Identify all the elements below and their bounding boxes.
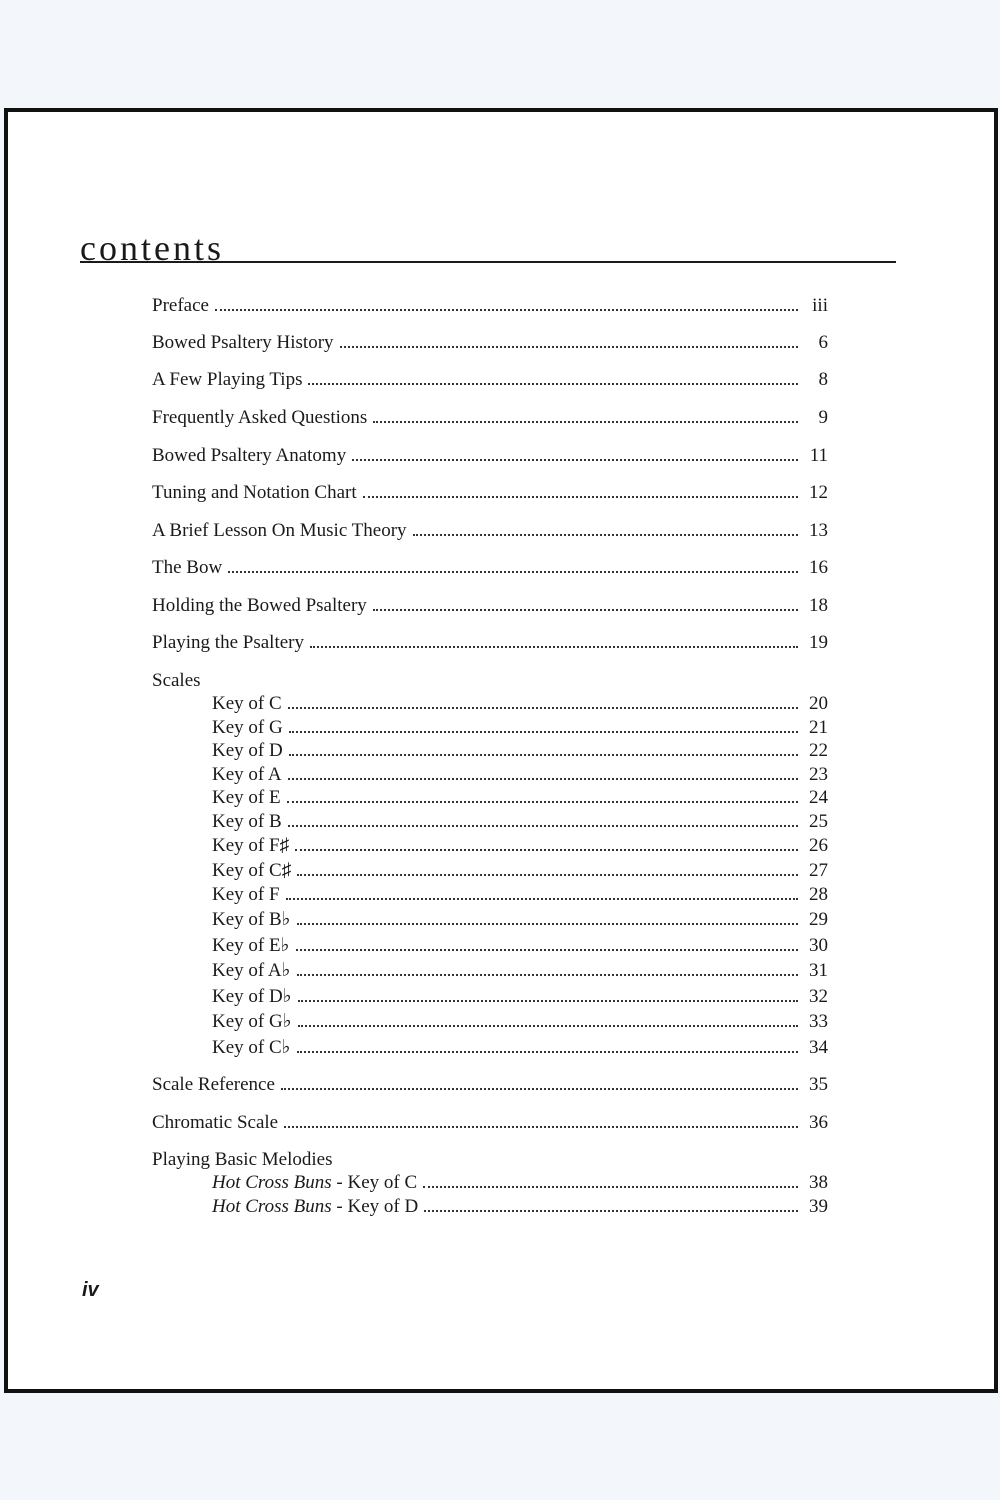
- toc-entry-title: Key of D: [212, 740, 283, 761]
- toc-entry-page: 30: [809, 935, 828, 956]
- dot-leader: [297, 923, 798, 925]
- toc-entry-page: 16: [809, 557, 828, 578]
- song-key: - Key of D: [331, 1196, 419, 1217]
- toc-entry-title: Key of G♭: [212, 1011, 292, 1032]
- toc-entry-title: Key of A: [212, 764, 282, 785]
- song-title: Hot Cross Buns: [212, 1172, 332, 1193]
- toc-entry-title: Chromatic Scale: [152, 1112, 279, 1133]
- toc-subentry: [212, 811, 828, 833]
- song-key: - Key of C: [331, 1172, 418, 1193]
- toc-entry-page: 25: [809, 811, 828, 832]
- dot-leader: [295, 849, 798, 851]
- toc-entry-title: Preface: [152, 295, 209, 316]
- toc-subentry: [212, 1196, 828, 1218]
- toc-subentry: [212, 835, 828, 857]
- toc-entry-title: Frequently Asked Questions: [152, 407, 368, 428]
- toc-entry-page: 36: [809, 1112, 828, 1133]
- document-page: [4, 108, 998, 1393]
- dot-leader: [297, 974, 798, 976]
- toc-entry: [152, 407, 828, 429]
- toc-entry-title: A Few Playing Tips: [152, 369, 303, 390]
- dot-leader: [289, 731, 798, 733]
- toc-entry-page: 28: [809, 884, 828, 905]
- toc-entry: [152, 482, 828, 504]
- dot-leader: [288, 707, 798, 709]
- toc-entry-title: Key of C♭: [212, 1037, 291, 1058]
- toc-subentry: [212, 740, 828, 762]
- toc-entry-page: 20: [809, 693, 828, 714]
- toc-subentry: [212, 884, 828, 906]
- melodies-section-label: Playing Basic Melodies: [152, 1149, 333, 1170]
- page-number: iv: [82, 1279, 99, 1301]
- toc-entry: [152, 595, 828, 617]
- toc-entry-title: Holding the Bowed Psaltery: [152, 595, 367, 616]
- dot-leader: [298, 1000, 798, 1002]
- toc-entry-title: [212, 1196, 424, 1218]
- toc-entry: [152, 332, 828, 354]
- toc-subentry: [212, 986, 828, 1008]
- toc-entry-title: Playing the Psaltery: [152, 632, 304, 653]
- toc-entry: [152, 295, 828, 317]
- toc-subentry: [212, 960, 828, 982]
- toc-entry-page: 19: [809, 632, 828, 653]
- toc-entry-page: 23: [809, 764, 828, 785]
- toc-entry-title: The Bow: [152, 557, 223, 578]
- toc-entry-page: 35: [809, 1074, 828, 1095]
- toc-subentry: [212, 860, 828, 882]
- toc-entry-page: 27: [809, 860, 828, 881]
- dot-leader: [287, 801, 798, 803]
- toc-entry-page: 24: [809, 787, 828, 808]
- toc-entry-page: 32: [809, 986, 828, 1007]
- scales-section-label: Scales: [152, 670, 201, 691]
- dot-leader: [298, 1025, 798, 1027]
- toc-entry-title: A Brief Lesson On Music Theory: [152, 520, 407, 541]
- toc-entry: [152, 369, 828, 391]
- dot-leader: [296, 949, 798, 951]
- song-title: Hot Cross Buns: [212, 1196, 332, 1217]
- toc-entry-title: Key of D♭: [212, 986, 292, 1007]
- toc-entry-title: Tuning and Notation Chart: [152, 482, 357, 503]
- toc-entry-page: 31: [809, 960, 828, 981]
- toc-entry: [152, 632, 828, 654]
- toc-entry-page: 9: [818, 407, 828, 428]
- dot-leader: [373, 421, 798, 423]
- toc-entry-title: Key of E: [212, 787, 281, 808]
- toc-entry-page: 29: [809, 909, 828, 930]
- toc-entry-title: Key of E♭: [212, 935, 290, 956]
- toc-entry-page: 13: [809, 520, 828, 541]
- heading-rule: [80, 261, 896, 263]
- dot-leader: [373, 609, 798, 611]
- toc-entry-page: iii: [812, 295, 828, 316]
- toc-entry-title: Key of C♯: [212, 860, 292, 881]
- toc-subentry: [212, 1037, 828, 1059]
- toc-subentry: [212, 1011, 828, 1033]
- toc-entry-title: Key of F: [212, 884, 280, 905]
- dot-leader: [363, 496, 798, 498]
- toc-entry: [152, 520, 828, 542]
- toc-entry-page: 26: [809, 835, 828, 856]
- toc-entry: [152, 557, 828, 579]
- toc-entry: [152, 445, 828, 467]
- dot-leader: [286, 898, 798, 900]
- toc-entry-title: Key of G: [212, 717, 283, 738]
- toc-subentry: [212, 1172, 828, 1194]
- dot-leader: [288, 778, 798, 780]
- toc-entry-title: Key of B: [212, 811, 282, 832]
- toc-entry-page: 11: [809, 445, 828, 466]
- dot-leader: [310, 646, 798, 648]
- dot-leader: [308, 383, 798, 385]
- contents-heading: contents: [80, 228, 224, 268]
- dot-leader: [288, 825, 798, 827]
- toc-entry-page: 39: [809, 1196, 828, 1217]
- toc-subentry: [212, 693, 828, 715]
- dot-leader: [289, 754, 798, 756]
- toc-entry-title: Key of A♭: [212, 960, 291, 981]
- toc-entry-page: 38: [809, 1172, 828, 1193]
- toc-entry-title: Key of B♭: [212, 909, 291, 930]
- toc-entry: [152, 1074, 828, 1096]
- toc-entry-page: 21: [809, 717, 828, 738]
- dot-leader: [413, 534, 798, 536]
- toc-entry-title: [212, 1172, 423, 1194]
- toc-entry-page: 8: [818, 369, 828, 390]
- toc-entry-page: 6: [818, 332, 828, 353]
- toc-subentry: [212, 909, 828, 931]
- toc-subentry: [212, 717, 828, 739]
- dot-leader: [352, 459, 798, 461]
- dot-leader: [284, 1126, 798, 1128]
- toc-entry-page: 33: [809, 1011, 828, 1032]
- dot-leader: [281, 1088, 798, 1090]
- toc-entry-page: 12: [809, 482, 828, 503]
- toc-entry-page: 34: [809, 1037, 828, 1058]
- toc-entry-page: 18: [809, 595, 828, 616]
- toc-subentry: [212, 935, 828, 957]
- toc-entry-title: Scale Reference: [152, 1074, 275, 1095]
- dot-leader: [228, 571, 798, 573]
- toc-subentry: [212, 764, 828, 786]
- toc-entry-title: Key of F♯: [212, 835, 290, 856]
- dot-leader: [423, 1186, 798, 1188]
- dot-leader: [297, 1051, 798, 1053]
- toc-entry: [152, 1112, 828, 1134]
- toc-entry-page: 22: [809, 740, 828, 761]
- toc-entry-title: Bowed Psaltery Anatomy: [152, 445, 347, 466]
- dot-leader: [424, 1210, 798, 1212]
- dot-leader: [215, 309, 798, 311]
- toc-entry-title: Key of C: [212, 693, 282, 714]
- toc-subentry: [212, 787, 828, 809]
- toc-entry-title: Bowed Psaltery History: [152, 332, 334, 353]
- dot-leader: [340, 346, 798, 348]
- dot-leader: [297, 874, 798, 876]
